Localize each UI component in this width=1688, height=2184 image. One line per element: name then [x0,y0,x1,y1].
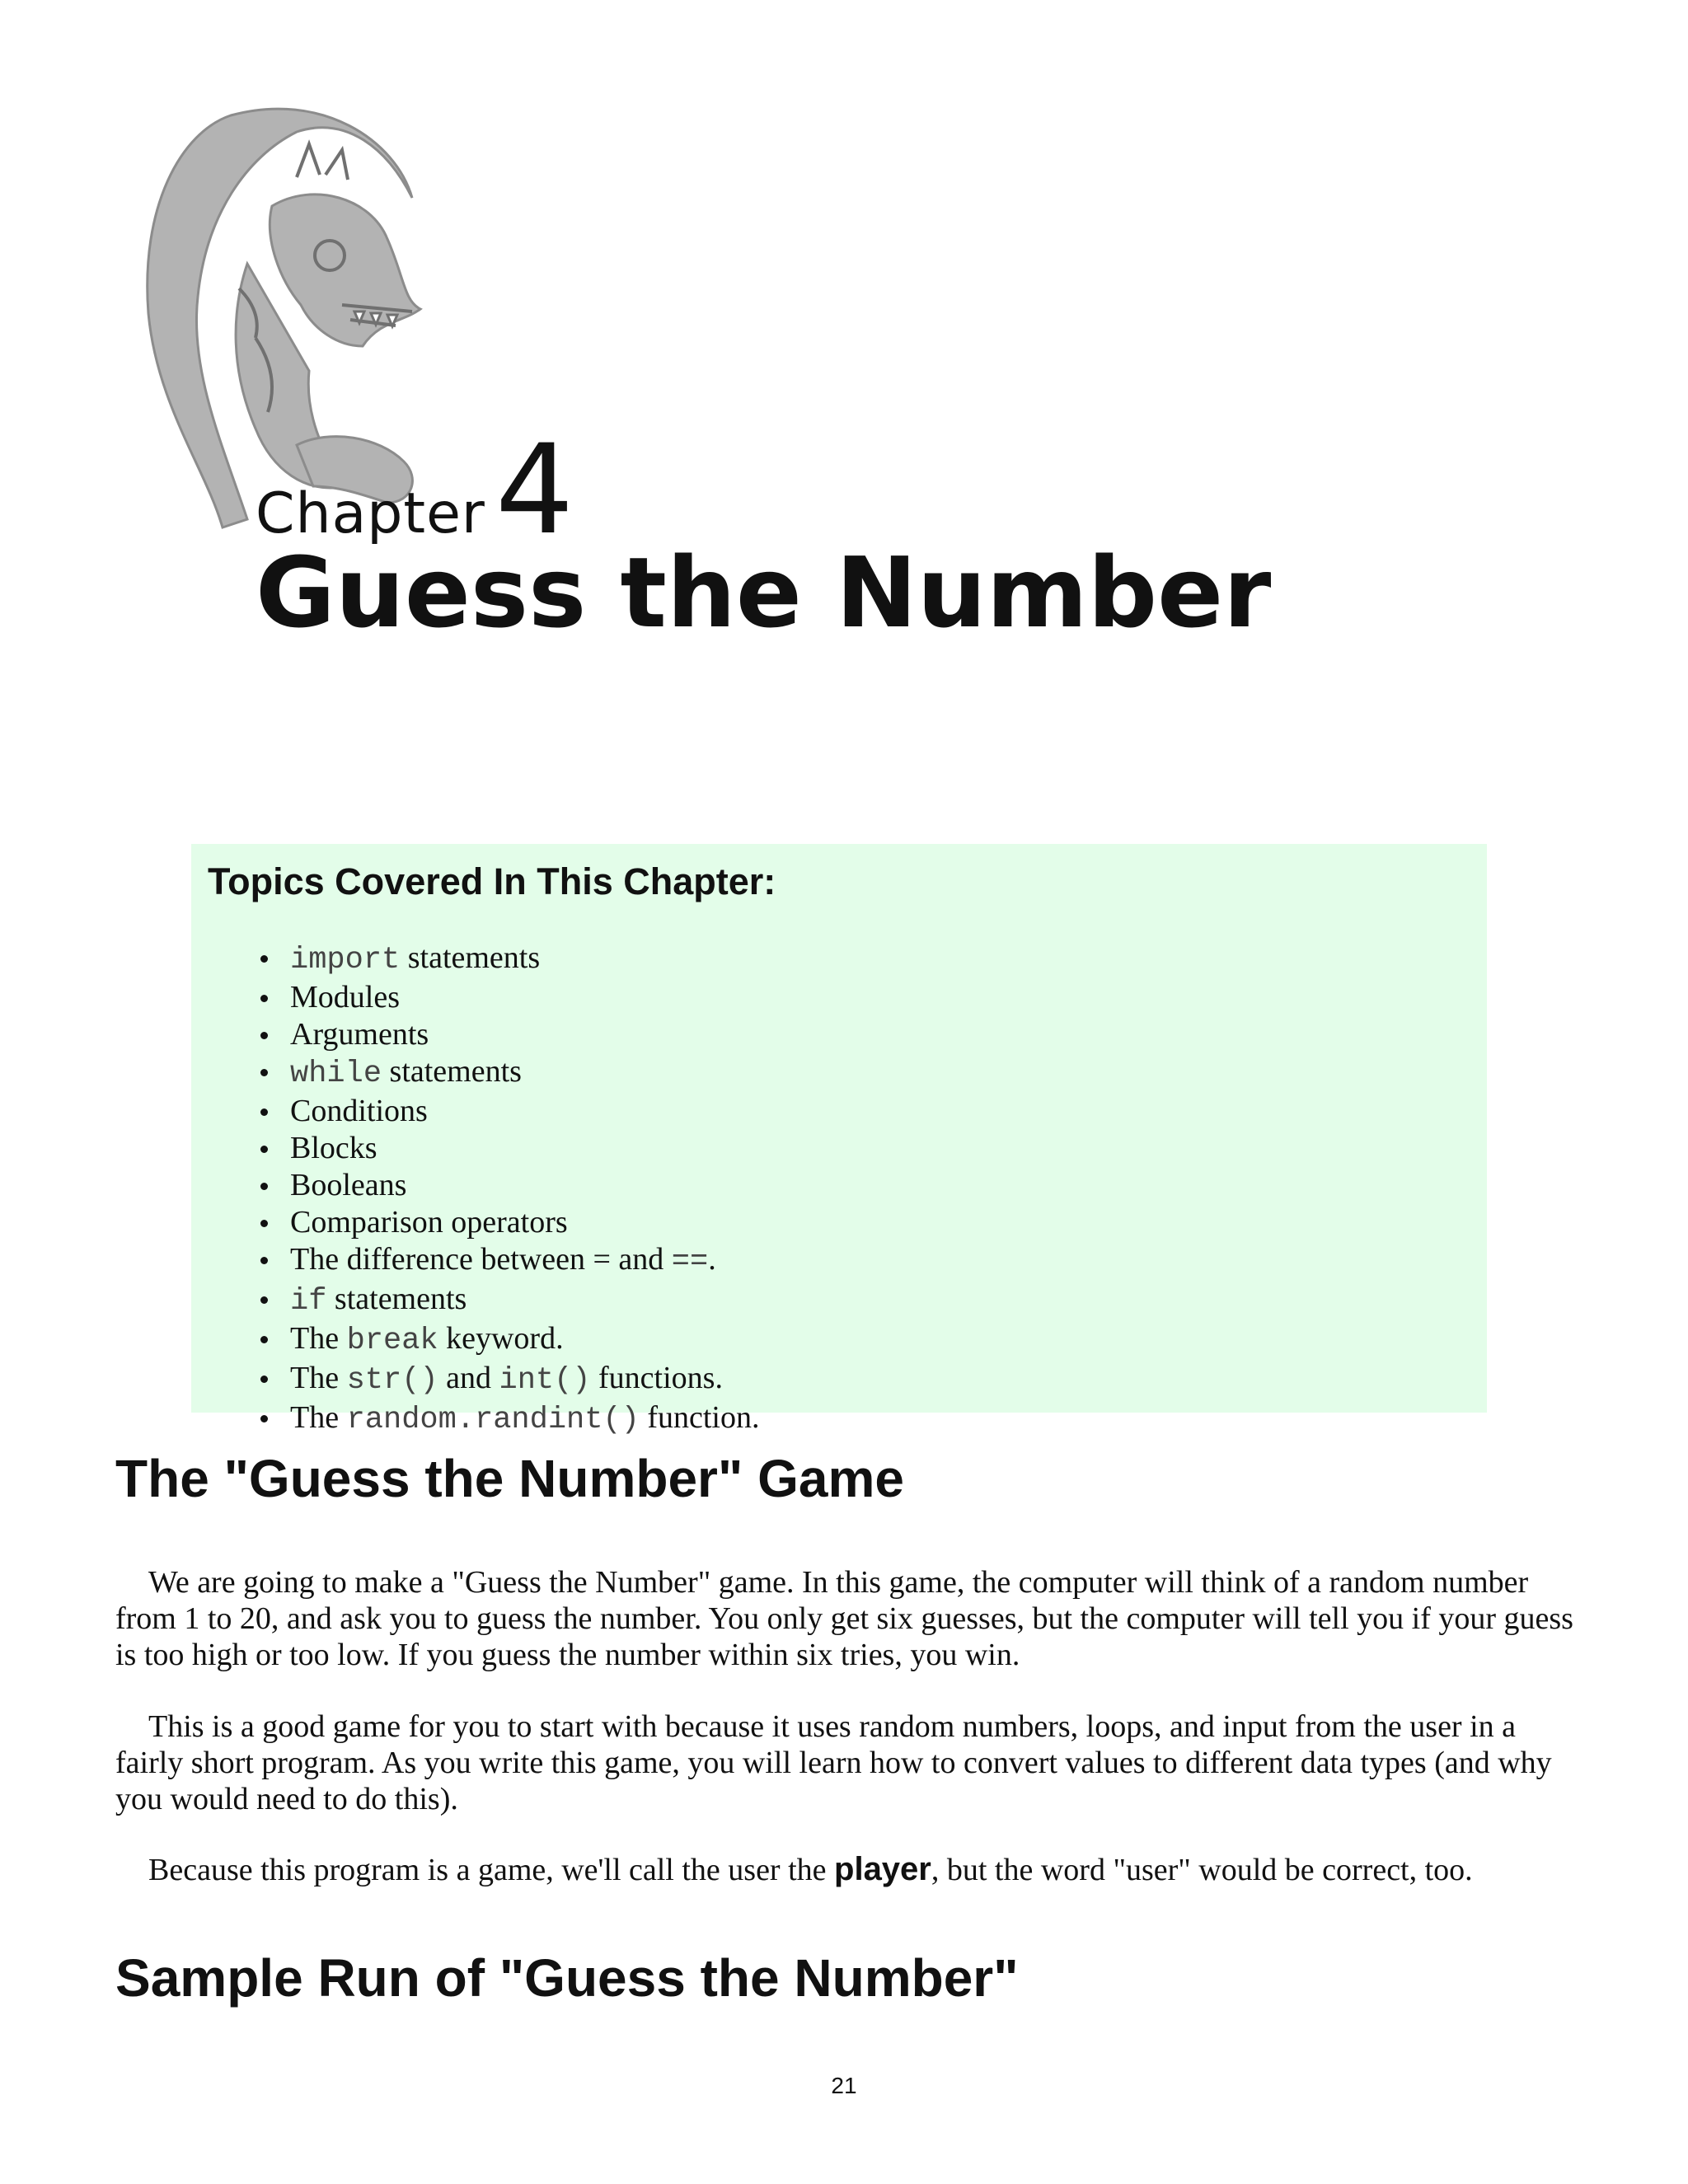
topic-item [290,1053,1487,1093]
topic-item [290,1399,1487,1439]
topic-item [290,940,1487,979]
paragraph: This is a good game for you to start with because it uses random numbers, loops, and input from the user in a fairly short program. As you write this game, you will learn how to convert values to different data types (and why you would need to do this). [115,1709,1552,1816]
paragraph: We are going to make a "Guess the Number" game. In this game, the computer will think of a random number from 1 to 20, and ask you to guess the number. You only get six guesses, but the computer will tell you if your guess is too high or too low. If you guess the number within six tries, you win. [115,1565,1573,1672]
topic-text: statements [382,1054,522,1089]
topic-code: int() [499,1363,591,1398]
topic-item [290,1320,1487,1360]
chapter-number: 4 [495,419,574,562]
topic-text: Booleans [290,1168,407,1202]
topic-text: Conditions [290,1094,428,1128]
topic-code: break [346,1324,438,1358]
topic-item [290,1241,1487,1281]
topic-item [290,1204,1487,1241]
topic-text: and [438,1361,499,1395]
topic-code: while [290,1057,382,1091]
topic-text: Comparison operators [290,1205,568,1240]
topic-text: . [708,1242,716,1277]
topic-code: random.randint() [346,1403,640,1437]
topics-heading: Topics Covered In This Chapter: [208,860,776,902]
paragraph [115,1851,1574,1888]
topic-item [290,1167,1487,1204]
topic-text: functions. [590,1361,723,1395]
section-heading-game: The "Guess the Number" Game [115,1449,904,1508]
page-number: 21 [831,2073,857,2098]
chapter-label [256,419,574,562]
topic-text: keyword. [438,1321,564,1356]
topic-code: str() [346,1363,438,1398]
topic-item [290,1281,1487,1320]
topic-code: == [671,1244,709,1279]
topic-text: Arguments [290,1017,429,1052]
bold-term-player: player [834,1851,931,1887]
topic-code: if [290,1284,327,1319]
topic-text: The [290,1400,347,1435]
paragraph-text: , but the word "user" would be correct, too. [931,1853,1473,1887]
paragraph-text: Because this program is a game, we'll call the user the [148,1853,835,1887]
topic-item [290,979,1487,1016]
topic-item [290,1130,1487,1167]
topic-code: import [290,943,401,977]
topic-text: statements [400,940,541,975]
topic-text: The [290,1321,347,1356]
topic-text: statements [326,1282,467,1316]
topic-item [290,1093,1487,1130]
topic-text: Blocks [290,1131,377,1165]
topic-item [290,1016,1487,1053]
topic-item [290,1360,1487,1399]
chapter-word: Chapter [256,481,485,546]
topic-text: The difference between = and [290,1242,672,1277]
topics-box [191,844,1487,1437]
chapter-title: Guess the Number [256,536,1272,649]
topic-text: The [290,1361,347,1395]
topics-list [208,940,1487,1439]
section-heading-sample-run: Sample Run of "Guess the Number" [115,1948,1019,2008]
topic-text: function. [639,1400,760,1435]
topic-text: Modules [290,980,400,1015]
